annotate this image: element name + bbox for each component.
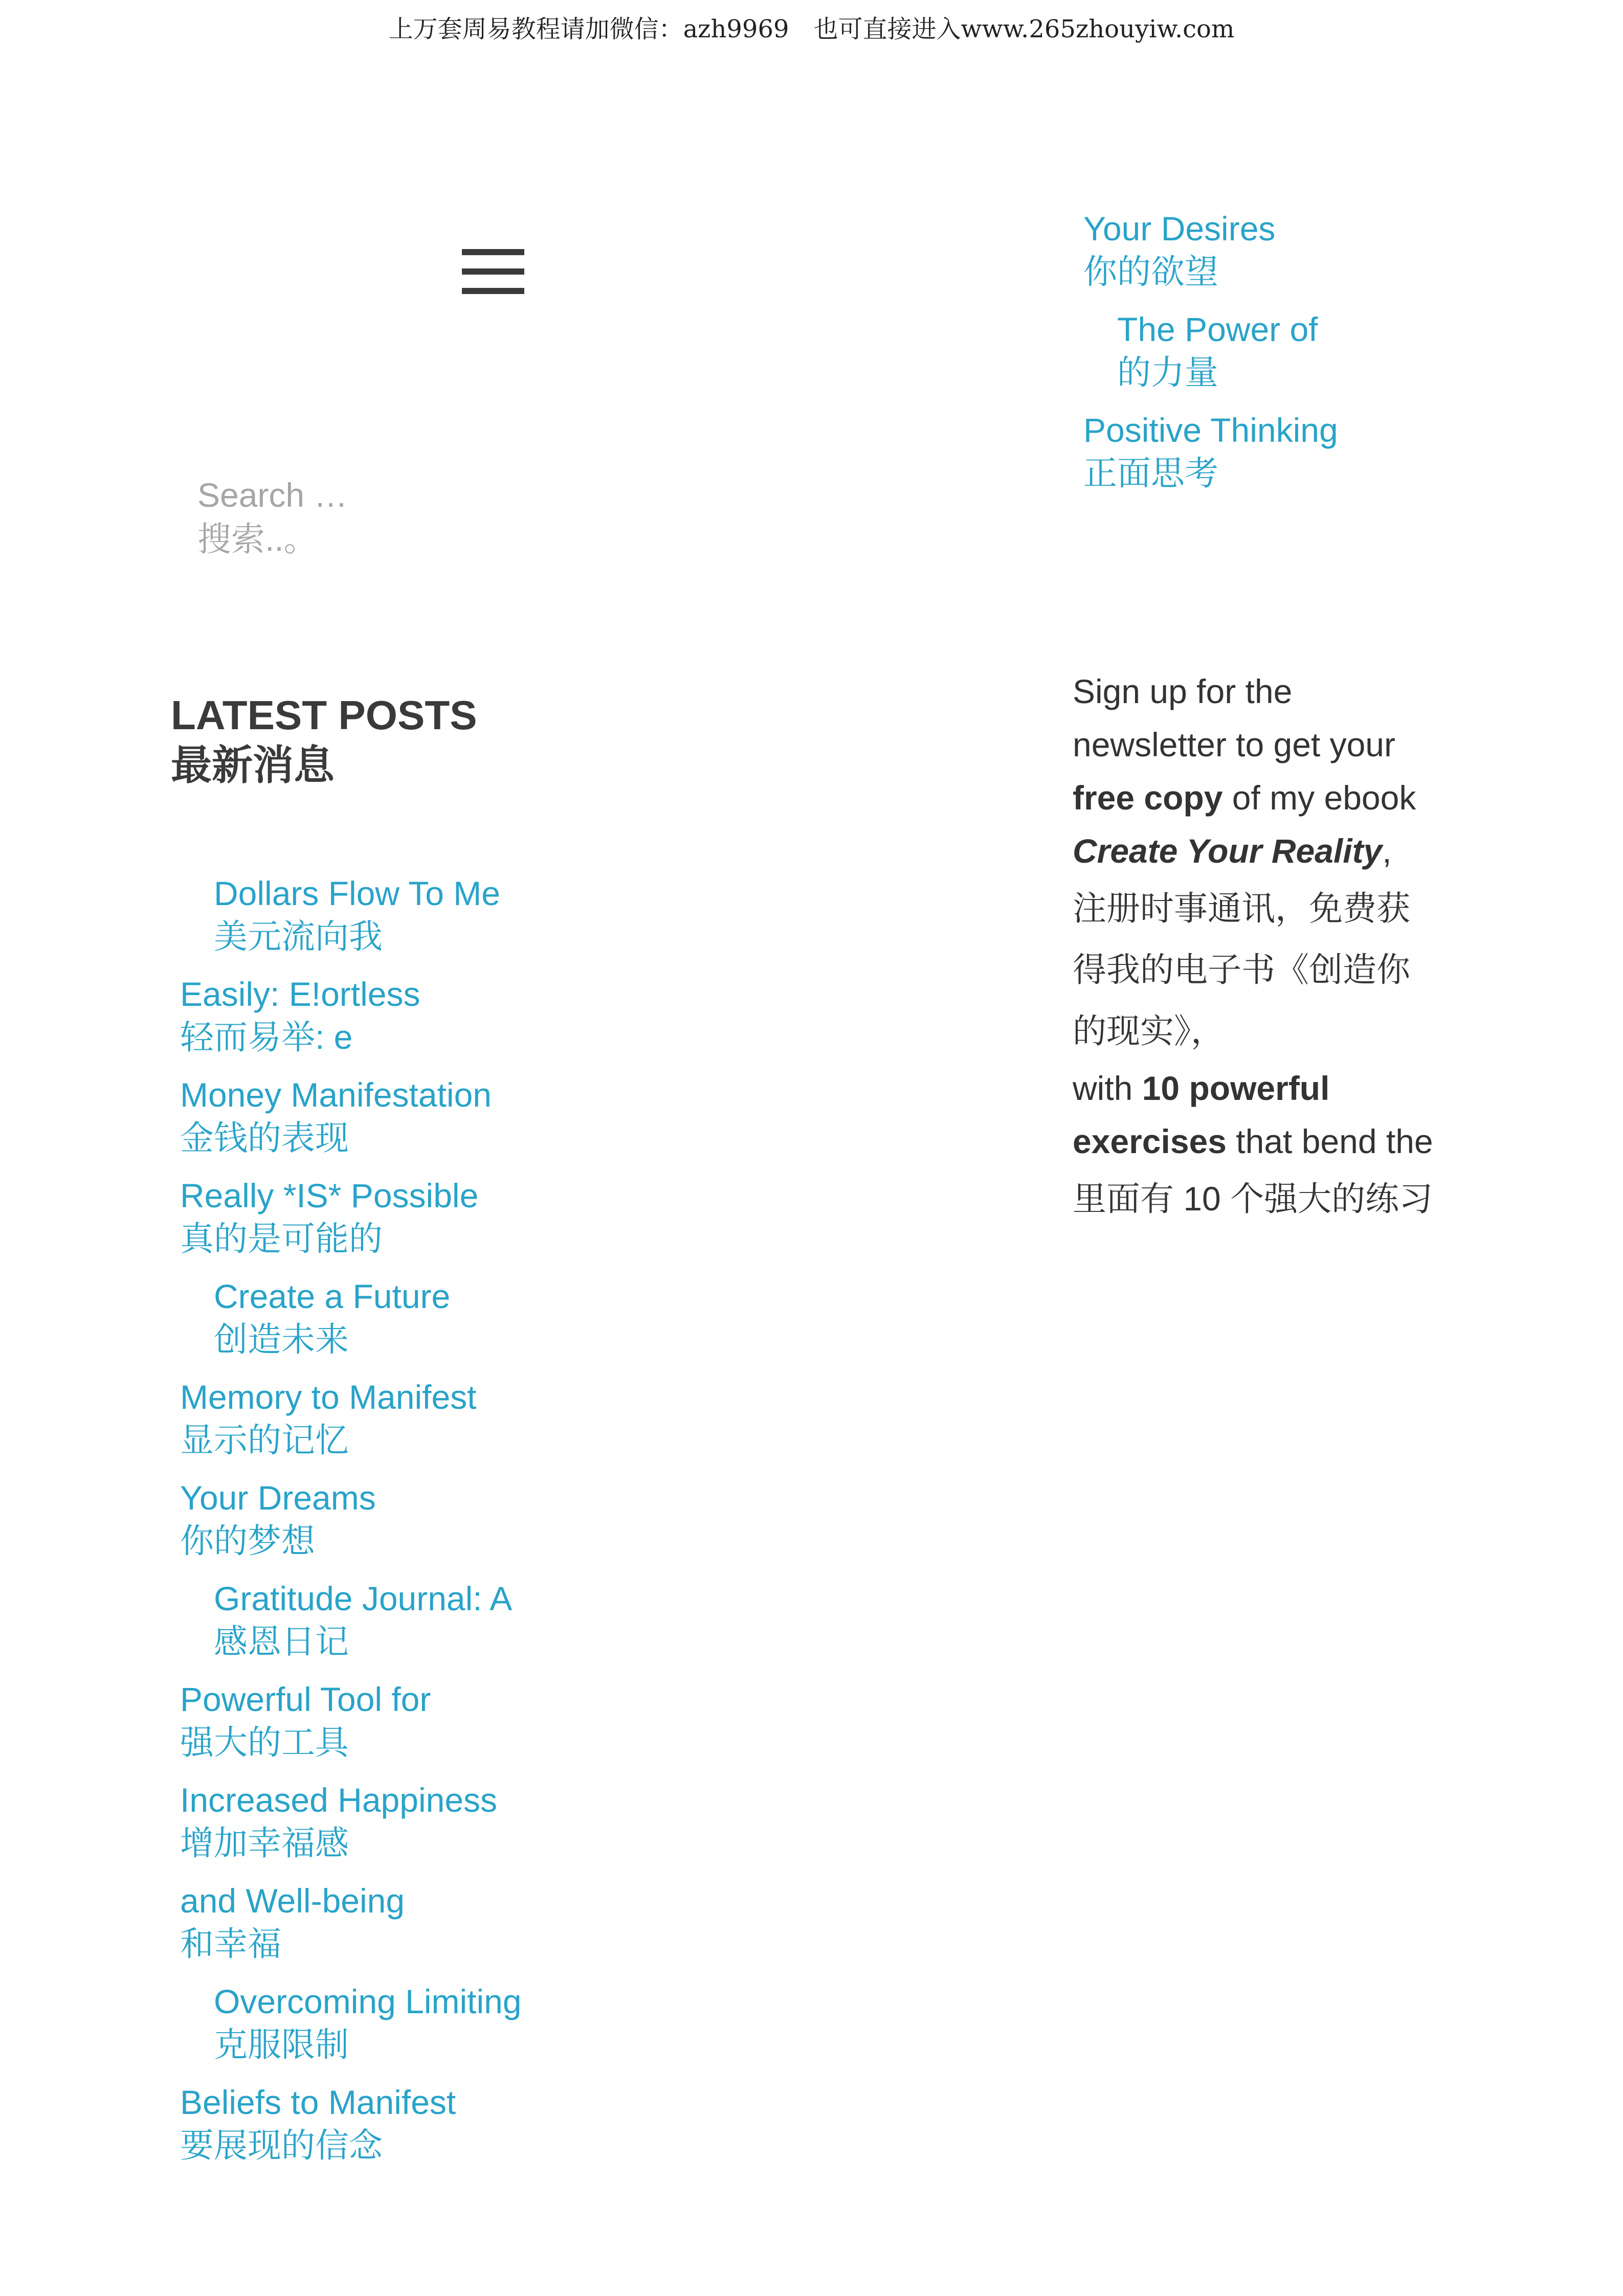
newsletter-line: free copy of my ebook bbox=[1073, 779, 1416, 817]
post-link[interactable]: Create a Future 创造未来 bbox=[214, 1277, 451, 1358]
search-input[interactable] bbox=[197, 473, 484, 561]
menu-bar bbox=[462, 288, 524, 294]
post-link[interactable]: Really *IS* Possible 真的是可能的 bbox=[180, 1177, 479, 1257]
newsletter-signup-text bbox=[1073, 665, 1574, 1229]
latest-posts-title-cn: 最新消息 bbox=[171, 742, 335, 788]
newsletter-line: exercises that bend the bbox=[1073, 1122, 1433, 1160]
newsletter-line-cn: 里面有 10 个强大的练习 bbox=[1073, 1180, 1433, 1218]
post-link[interactable]: and Well-being 和幸福 bbox=[180, 1882, 405, 1963]
post-link[interactable]: Gratitude Journal: A 感恩日记 bbox=[214, 1580, 513, 1660]
top-link[interactable]: The Power of 的力量 bbox=[1117, 310, 1318, 391]
hamburger-menu-icon[interactable] bbox=[462, 248, 524, 297]
newsletter-line-cn: 得我的电子书《创造你 bbox=[1073, 951, 1410, 988]
watermark-text: 上万套周易教程请加微信：azh9969 也可直接进入www.265zhouyiw.com bbox=[388, 15, 1235, 43]
top-link[interactable]: Your Desires 你的欲望 bbox=[1083, 210, 1276, 290]
newsletter-line-cn: 的现实》， bbox=[1073, 1012, 1225, 1050]
menu-bar bbox=[462, 268, 524, 275]
newsletter-line: with 10 powerful bbox=[1073, 1069, 1330, 1107]
ebook-title: Create Your Reality bbox=[1073, 832, 1383, 870]
post-link[interactable]: Overcoming Limiting 克服限制 bbox=[214, 1983, 522, 2063]
post-link[interactable]: Beliefs to Manifest 要展现的信念 bbox=[180, 2083, 456, 2164]
post-link[interactable]: Money Manifestation 金钱的表现 bbox=[180, 1076, 492, 1157]
latest-posts-heading bbox=[171, 690, 477, 791]
newsletter-line: Sign up for the bbox=[1073, 672, 1293, 710]
post-link[interactable]: Memory to Manifest 显示的记忆 bbox=[180, 1378, 477, 1459]
post-link[interactable]: Easily: E!ortless 轻而易举: e bbox=[180, 975, 420, 1056]
search-placeholder-en: Search … bbox=[197, 476, 348, 514]
latest-posts-title-en: LATEST POSTS bbox=[171, 692, 477, 738]
top-links-list bbox=[1083, 207, 1472, 509]
menu-bar bbox=[462, 249, 524, 255]
post-link[interactable]: Dollars Flow To Me 美元流向我 bbox=[214, 874, 500, 955]
newsletter-line-cn: 注册时事通讯，免费获 bbox=[1073, 889, 1410, 927]
post-link[interactable]: Your Dreams 你的梦想 bbox=[180, 1479, 376, 1560]
post-link[interactable]: Increased Happiness 增加幸福感 bbox=[180, 1781, 498, 1862]
free-copy-text: free copy bbox=[1073, 779, 1223, 817]
top-link[interactable]: Positive Thinking 正面思考 bbox=[1083, 411, 1338, 492]
post-link[interactable]: Powerful Tool for 强大的工具 bbox=[180, 1680, 431, 1761]
newsletter-line: Create Your Reality, bbox=[1073, 832, 1392, 870]
latest-posts-list bbox=[180, 872, 569, 2181]
search-placeholder-cn: 搜索..。 bbox=[197, 520, 318, 558]
newsletter-line: newsletter to get your bbox=[1073, 726, 1395, 763]
